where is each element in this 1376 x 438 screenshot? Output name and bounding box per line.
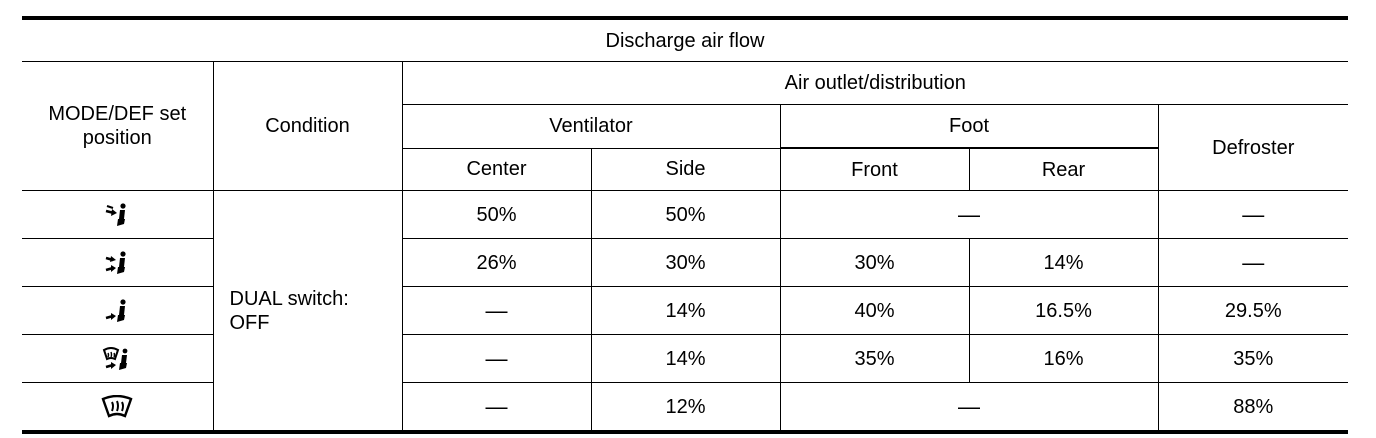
mode-cell [22, 239, 213, 287]
side-value: 14% [591, 335, 780, 383]
side-header: Side [591, 148, 780, 191]
condition-header: Condition [213, 62, 402, 191]
table-row [22, 191, 1348, 239]
bi-level-mode-icon [103, 250, 131, 276]
mode-cell [22, 287, 213, 335]
defroster-header: Defroster [1158, 105, 1348, 191]
foot-value: — [780, 191, 1158, 239]
ventilator-header: Ventilator [402, 105, 780, 149]
center-value: 26% [402, 239, 591, 287]
mode-cell [22, 191, 213, 239]
center-value: — [402, 287, 591, 335]
foot-header: Foot [780, 105, 1158, 149]
defrost-mode-icon [101, 395, 133, 419]
discharge-air-flow-table [22, 16, 1348, 434]
defroster-value: 88% [1158, 383, 1348, 433]
center-header: Center [402, 148, 591, 191]
side-value: 30% [591, 239, 780, 287]
foot-value: — [780, 383, 1158, 433]
air-outlet-header: Air outlet/distribution [402, 62, 1348, 105]
front-value: 35% [780, 335, 969, 383]
vent-mode-icon [103, 202, 131, 228]
condition-cell: DUAL switch: OFF [213, 191, 402, 433]
defroster-value: — [1158, 191, 1348, 239]
center-value: — [402, 383, 591, 433]
side-value: 50% [591, 191, 780, 239]
defroster-value: 35% [1158, 335, 1348, 383]
mode-def-header: MODE/DEF set position [22, 62, 213, 191]
rear-value: 14% [969, 239, 1158, 287]
center-value: 50% [402, 191, 591, 239]
side-value: 12% [591, 383, 780, 433]
rear-header: Rear [969, 148, 1158, 191]
front-value: 40% [780, 287, 969, 335]
table-title: Discharge air flow [22, 18, 1348, 62]
front-value: 30% [780, 239, 969, 287]
defroster-value: — [1158, 239, 1348, 287]
defrost-foot-mode-icon [102, 346, 132, 372]
mode-cell [22, 383, 213, 433]
defroster-value: 29.5% [1158, 287, 1348, 335]
side-value: 14% [591, 287, 780, 335]
center-value: — [402, 335, 591, 383]
foot-mode-icon [103, 298, 131, 324]
rear-value: 16.5% [969, 287, 1158, 335]
mode-cell [22, 335, 213, 383]
front-header: Front [780, 148, 969, 191]
rear-value: 16% [969, 335, 1158, 383]
